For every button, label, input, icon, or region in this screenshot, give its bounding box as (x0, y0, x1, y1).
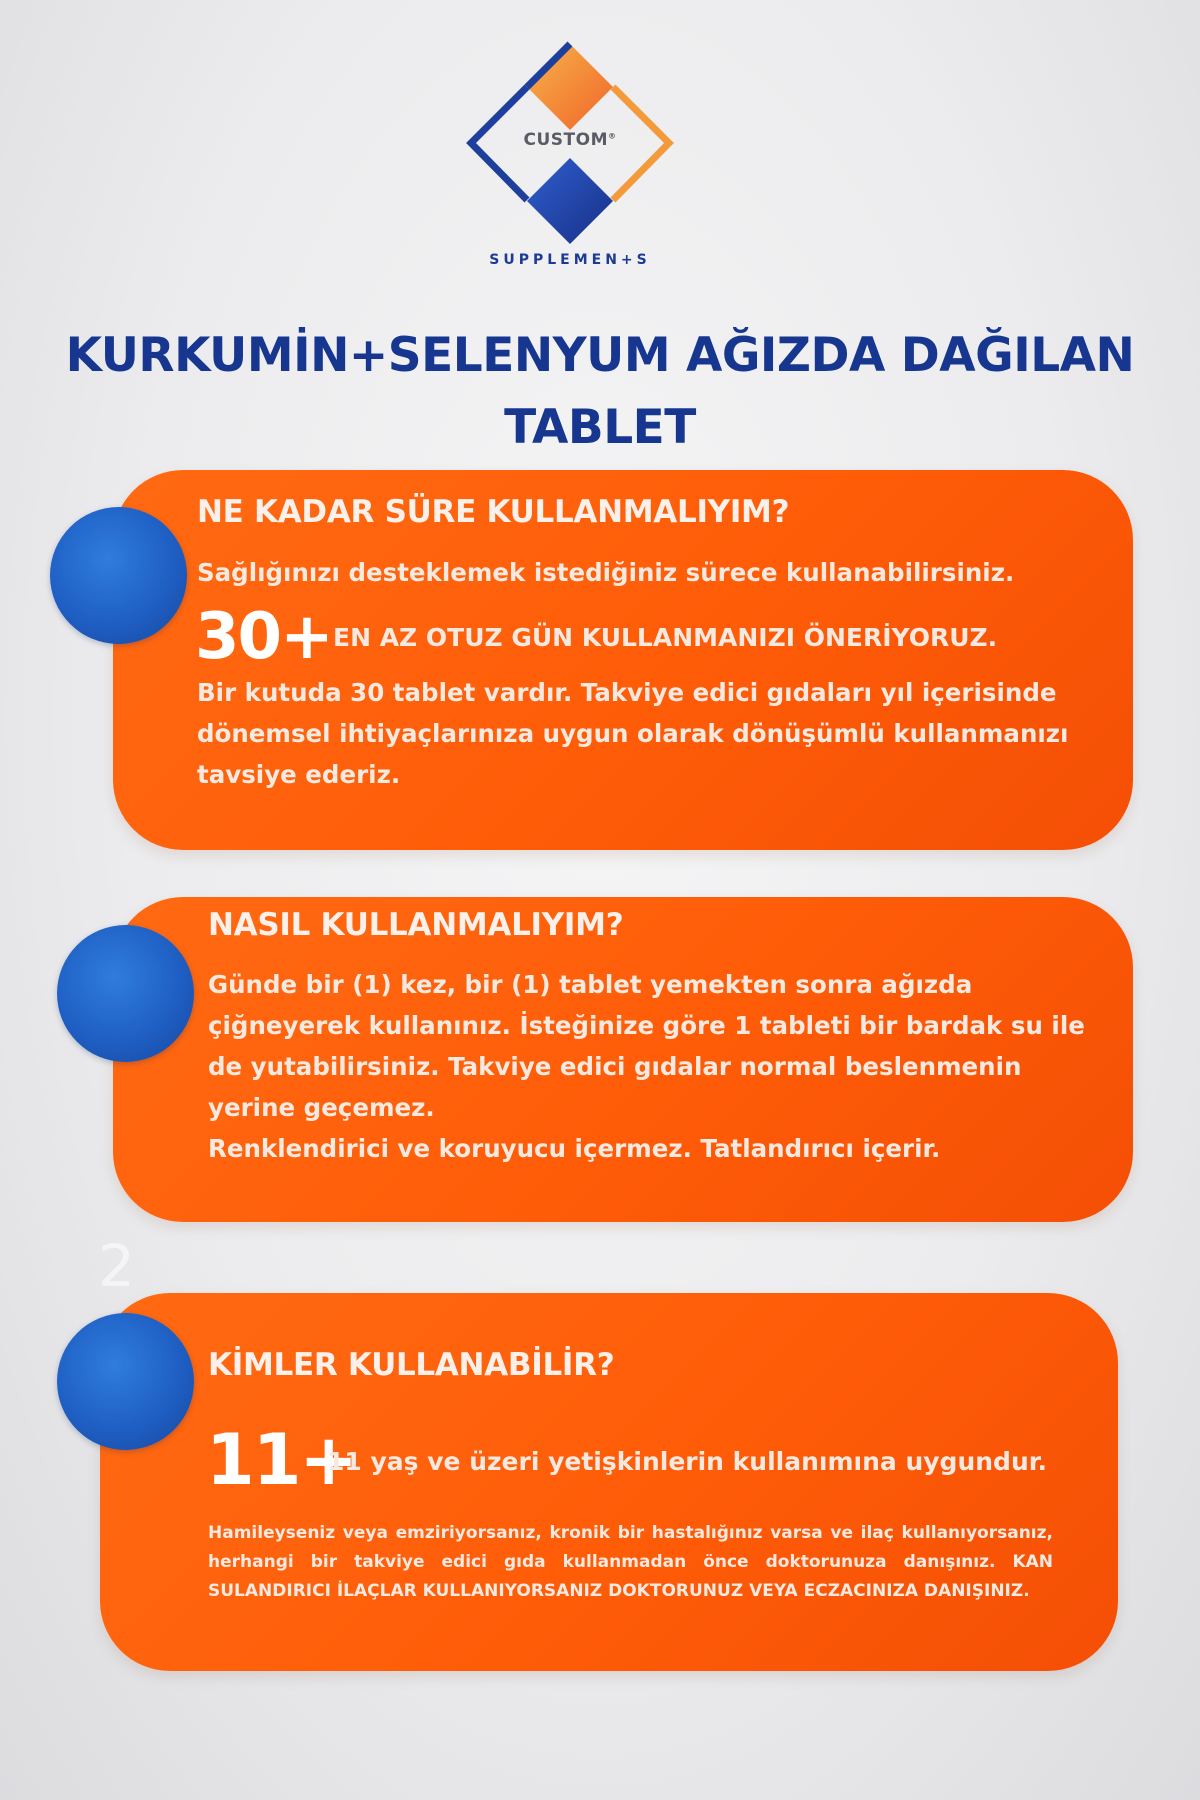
card-heading: NASIL KULLANMALIYIM? (208, 907, 624, 943)
card-body: Günde bir (1) kez, bir (1) tablet yemekten sonra ağızda çiğneyerek kullanınız. İsteğinize göre 1 tableti bir bardak su ile de yutabilirsiniz. Takviye edici gıdalar normal beslenmenin yerine geçemez. (208, 970, 1085, 1122)
card-note: Renklendirici ve koruyucu içermez. Tatlandırıcı içerir. (208, 1134, 941, 1163)
page-title: KURKUMİN+SELENYUM AĞIZDA DAĞILAN TABLET (65, 328, 1135, 455)
blue-ball-decoration (57, 925, 194, 1062)
who-can-use-card (100, 1293, 1118, 1671)
highlight-text: EN AZ OTUZ GÜN KULLANMANIZI ÖNERİYORUZ. (333, 623, 998, 652)
highlight-text: 11 yaş ve üzeri yetişkinlerin kullanımına uygundur. (327, 1447, 1048, 1476)
faded-step-number: 2 (98, 1232, 135, 1300)
usage-instructions-card (113, 897, 1133, 1222)
card-intro: Sağlığınızı desteklemek istediğiniz sürece kullanabilirsiniz. (197, 558, 1015, 587)
warning-text: Hamileyseniz veya emziriyorsanız, kronik bir hastalığınız varsa ve ilaç kullanıyorsanız, herhangi bir takviye edici gıda kullanmadan önce doktorunuza danışınız. KAN SULANDIRICI İLAÇLAR KULLANIYORSANIZ DOKTORUNUZ VEYA ECZACINIZA DANIŞINIZ. (208, 1523, 1053, 1601)
blue-ball-decoration (50, 507, 187, 644)
brand-logo (465, 40, 675, 275)
highlight-number: 11+ (206, 1419, 357, 1501)
brand-name: CUSTOM® (523, 130, 617, 150)
blue-ball-decoration (57, 1313, 194, 1450)
card-body: Bir kutuda 30 tablet vardır. Takviye edici gıdaları yıl içerisinde dönemsel ihtiyaçlarınıza uygun olarak dönüşümlü kullanmanızı tavsiye ederiz. (197, 678, 1069, 789)
logo-diamond-icon (465, 40, 675, 275)
usage-duration-card (113, 470, 1133, 850)
brand-tagline: SUPPLEMEN+S (489, 252, 651, 268)
card-heading: NE KADAR SÜRE KULLANMALIYIM? (197, 494, 790, 530)
card-heading: KİMLER KULLANABİLİR? (208, 1347, 615, 1383)
highlight-number: 30+ (195, 600, 332, 674)
